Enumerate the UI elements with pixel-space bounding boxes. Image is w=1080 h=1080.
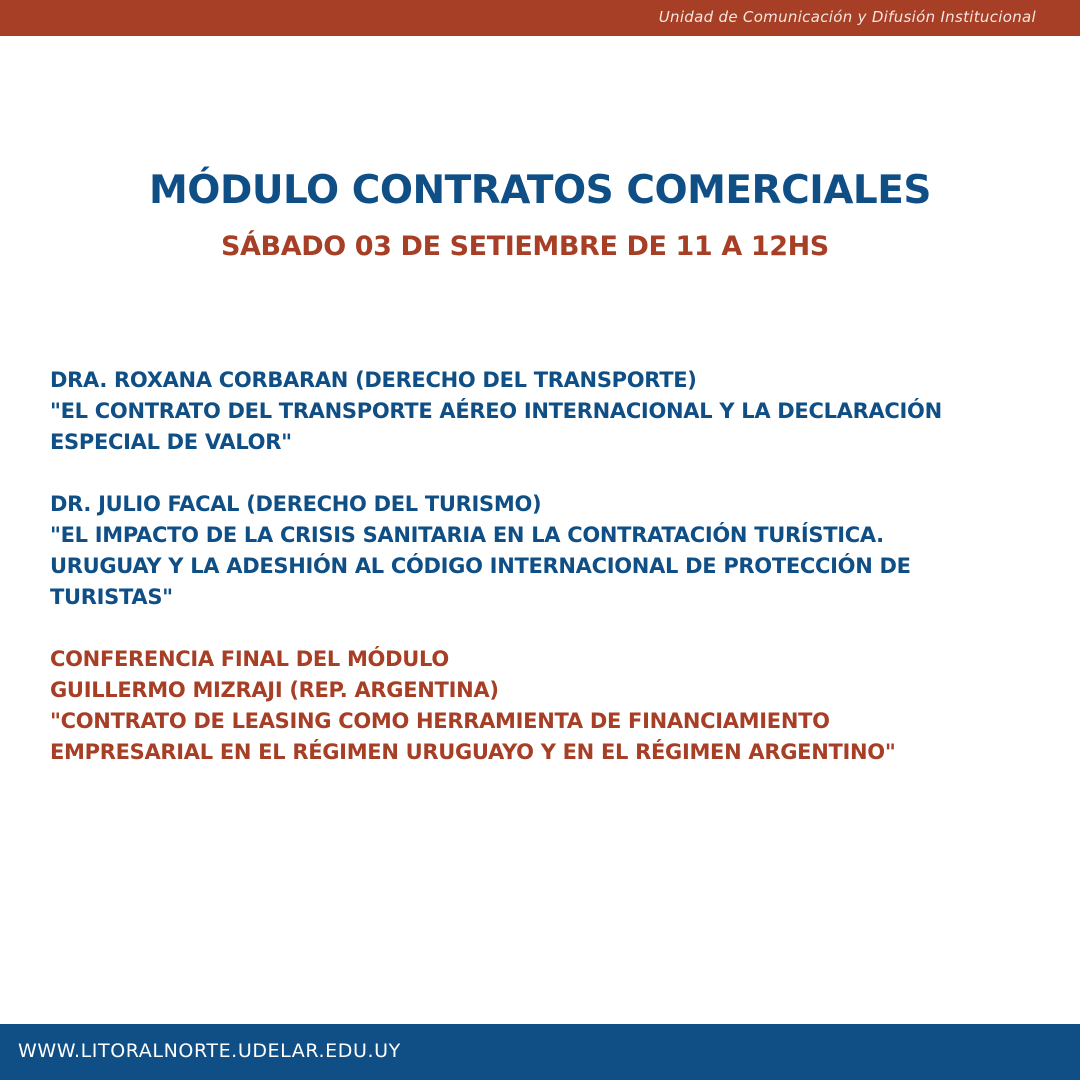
final-conference-block bbox=[50, 644, 1050, 768]
speaker-1-talk-line-1: "EL CONTRATO DEL TRANSPORTE AÉREO INTERNACIONAL Y LA DECLARACIÓN bbox=[50, 399, 942, 423]
footer-url: WWW.LITORALNORTE.UDELAR.EDU.UY bbox=[18, 1040, 401, 1062]
speaker-1-name: DRA. ROXANA CORBARAN (DERECHO DEL TRANSPORTE) bbox=[50, 368, 697, 392]
speaker-2-talk-line-3: TURISTAS" bbox=[50, 585, 173, 609]
footer-banner bbox=[0, 1024, 1080, 1080]
speaker-2-talk-line-1: "EL IMPACTO DE LA CRISIS SANITARIA EN LA CONTRATACIÓN TURÍSTICA. bbox=[50, 523, 884, 547]
event-date: SÁBADO 03 DE SETIEMBRE DE 11 A 12HS bbox=[221, 231, 829, 262]
speaker-3-name: GUILLERMO MIZRAJI (REP. ARGENTINA) bbox=[50, 678, 499, 702]
speaker-3-talk-line-2: EMPRESARIAL EN EL RÉGIMEN URUGUAYO Y EN EL RÉGIMEN ARGENTINO" bbox=[50, 740, 896, 764]
speaker-block-2 bbox=[50, 489, 1050, 613]
speaker-3-talk-line-1: "CONTRATO DE LEASING COMO HERRAMIENTA DE FINANCIAMIENTO bbox=[50, 709, 830, 733]
speaker-2-name: DR. JULIO FACAL (DERECHO DEL TURISMO) bbox=[50, 492, 542, 516]
top-banner bbox=[0, 0, 1080, 36]
final-conference-heading: CONFERENCIA FINAL DEL MÓDULO bbox=[50, 647, 449, 671]
speaker-2-talk-line-2: URUGUAY Y LA ADESHIÓN AL CÓDIGO INTERNACIONAL DE PROTECCIÓN DE bbox=[50, 554, 911, 578]
speaker-block-1 bbox=[50, 365, 1050, 458]
page-title: MÓDULO CONTRATOS COMERCIALES bbox=[149, 168, 931, 213]
speaker-1-talk-line-2: ESPECIAL DE VALOR" bbox=[50, 430, 292, 454]
unit-name: Unidad de Comunicación y Difusión Institucional bbox=[658, 8, 1036, 26]
